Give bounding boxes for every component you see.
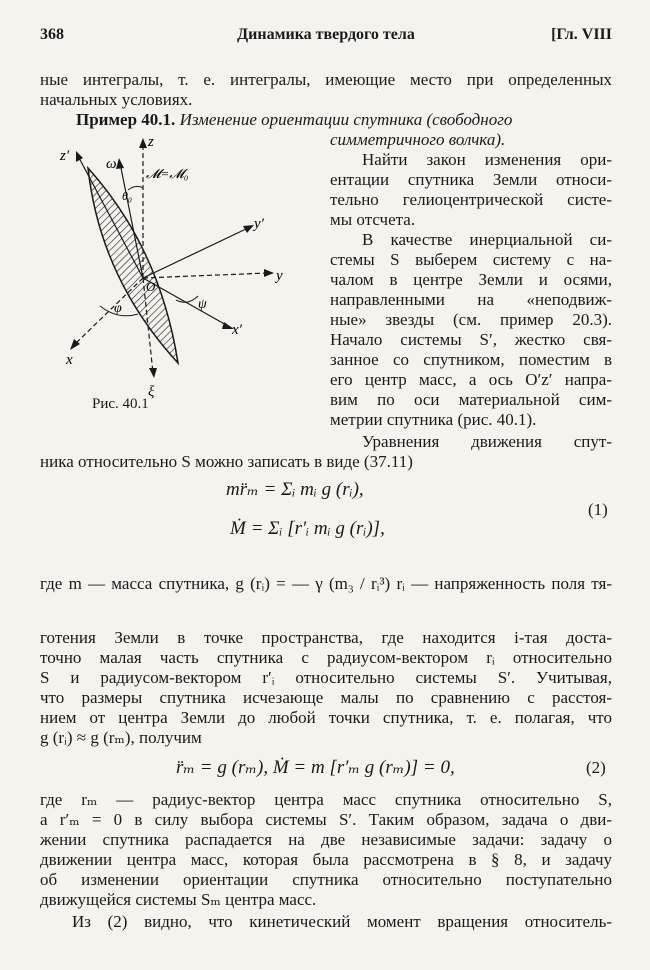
label-x: x [66,352,73,368]
label-phi: φ [114,301,122,316]
satellite-body [88,168,178,363]
text-line: вим по оси материальной сим- [330,390,612,409]
page-number: 368 [40,26,64,43]
text-line: об изменении ориентации спутника относительно поступательно [40,870,612,889]
text-line: В качестве инерциальной си- [362,230,612,249]
label-y: y [276,268,283,284]
text-line: мы отсчета. [330,210,416,229]
text-line: направленными на «неподвиж- [330,290,612,309]
text-line: Из (2) видно, что кинетический момент вращения относитель- [72,912,612,931]
text-line: готения Земли в точке пространства, где находится i-тая доста- [40,628,612,647]
example-heading [76,110,512,130]
text-line: Найти закон изменения ори- [362,150,612,169]
text-line: его центр масс, а ось O′z′ напра- [330,370,612,389]
equation-number-1: (1) [588,500,608,519]
text-line: занное со спутником, поместим в [330,350,612,369]
label-omega: ω [106,156,117,172]
text-line: а r′ₘ = 0 в силу выбора системы S′. Таким образом, задача о дви- [40,810,612,829]
equation-number-2: (2) [586,758,606,777]
label-z: z [148,134,154,150]
yp-axis [143,228,248,278]
text-line: ентации спутника Земли относи- [330,170,612,189]
label-psi: ψ [198,297,207,312]
example-title: Изменение ориентации спутника (свободного [179,110,513,129]
y-axis [143,273,268,278]
text-line: Уравнения движения спут- [362,432,612,451]
label-O: O′ [146,279,159,294]
label-yp: y′ [254,216,264,232]
label-xp: x′ [232,322,242,338]
text-line: где rₘ — радиус-вектор центра масс спутника относительно S, [40,790,612,809]
text-line: что размеры спутника исчезающе малы по сравнению с расстоя- [40,688,612,707]
text-line: жении спутника распадается на две независимые задачи: задачу о [40,830,612,849]
chapter-label: [Гл. VIII [551,26,612,43]
figure-40-1 [48,128,308,418]
text-line: движущейся системы Sₘ центра масс. [40,890,317,909]
text-line: ника относительно S можно записать в виде (37.11) [40,452,413,471]
example-label: Пример 40.1. [76,110,176,129]
text-line: S и радиусом-вектором r′ᵢ относительно системы S′. Учитывая, [40,668,612,687]
equation-1a: mr̈ₘ = Σᵢ mᵢ g (rᵢ), [226,479,364,500]
text-line: где m — масса спутника, g (rᵢ) = — γ (m₃ / rᵢ³) rᵢ — напряженность поля тя- [40,574,612,593]
text-line: метрии спутника (рис. 40.1). [330,410,537,429]
text-line: движении центра масс, которая была рассмотрена в § 8, и задачу [40,850,612,869]
figure-caption: Рис. 40.1 [92,396,149,412]
text-line: Начало системы S′, жестко свя- [330,330,612,349]
text-line: ные интегралы, т. е. интегралы, имеющие место при определенных [40,70,612,89]
equation-1b: Ṁ = Σᵢ [r′ᵢ mᵢ g (rᵢ)], [230,518,385,539]
label-xi: ξ [148,384,155,400]
label-M: 𝓜=𝓜₀ [146,166,189,181]
equation-2: r̈ₘ = g (rₘ), Ṁ = m [r′ₘ g (rₘ)] = 0, [176,757,455,778]
text-line: тельно гелиоцентрической систе- [330,190,612,209]
text-line: нием от центра Земли до любой точки спутника, т. е. полагая, что [40,708,612,727]
text-line: g (rᵢ) ≈ g (rₘ), получим [40,728,202,747]
text-line: ные» звезды (см. пример 20.3). [330,310,612,329]
text-line: начальных условиях. [40,90,193,109]
example-title-cont: симметричного волчка). [330,130,506,149]
page-header [40,26,612,48]
text-line: стемы S выберем систему с на- [330,250,612,269]
label-zp: z′ [60,148,70,164]
text-line: чалом в центре Земли и осями, [330,270,612,289]
label-theta0: θ₀ [122,189,133,203]
running-title: Динамика твердого тела [237,26,415,43]
text-line: точно малая часть спутника с радиусом-вектором rᵢ относительно [40,648,612,667]
